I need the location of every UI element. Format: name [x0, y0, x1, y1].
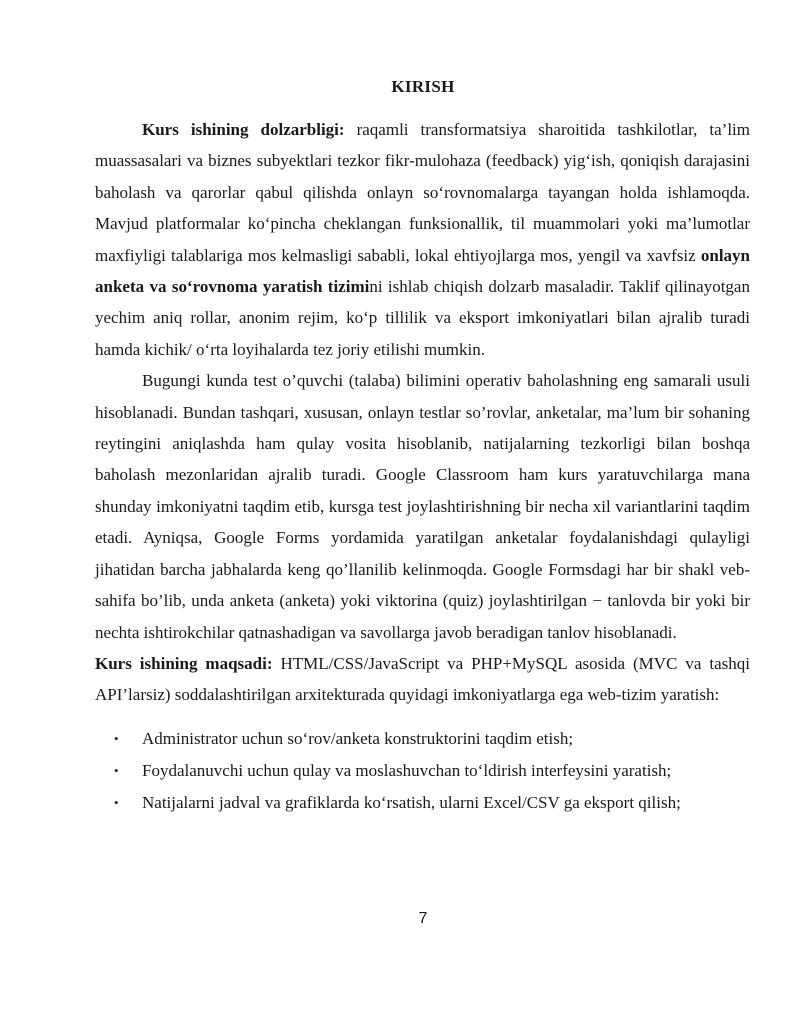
paragraph-relevance	[95, 114, 750, 365]
goal-lead: Kurs ishining maqsadi:	[95, 653, 273, 673]
bullet-icon: •	[114, 730, 119, 746]
list-item-text: Foydalanuvchi uchun qulay va moslashuvchan to‘ldirish interfeysini yaratish;	[142, 760, 672, 780]
system-name-emphasis: onlayn anketa va so‘rovnoma yaratish tizimi	[95, 245, 750, 297]
bullet-icon: •	[114, 762, 119, 778]
list-item-text: Administrator uchun so‘rov/anketa konstruktorini taqdim etish;	[142, 728, 574, 748]
body-text	[95, 114, 750, 819]
relevance-text-end: ni ishlab chiqish dolzarb masaladir. Taklif qilinayotgan yechim aniq rollar, anonim rejim, ko‘p tillilik va eksport imkoniyatlari bilan ajralib turadi hamda kichik/ o‘rta loyihalarda tez joriy etilishi mumkin.	[95, 277, 750, 359]
list-item	[95, 787, 750, 819]
relevance-text-start: raqamli transformatsiya sharoitida tashkilotlar, ta’lim muassasalari va biznes subyektlari tezkor fikr-mulohaza (feedback) yig‘ish, qoniqish darajasini baholash va qarorlar qabul qilishda onlayn so‘rovnomalarga tayangan holda ishlamoqda. Mavjud platformalar ko‘pincha cheklangan funksionallik, til muammolari yoki ma’lumotlar maxfiyligi talablariga mos kelmasligi sababli, lokal ehtiyojlarga mos, yengil va xavfsiz	[95, 120, 750, 265]
section-title: KIRISH	[391, 77, 455, 96]
paragraph-testing: Bugungi kunda test o’quvchi (talaba) bilimini operativ baholashning eng samarali usuli hisoblanadi. Bundan tashqari, xususan, onlayn testlar so’rovlar, anketalar, ma’lum bir sohaning reytingini aniqlashda ham qulay vosita hisoblanib, natijalarning tezkorligi bilan boshqa baholash mezonlaridan ajralib turadi. Google Classroom ham kurs yaratuvchilarga mana shunday imkoniyatni taqdim etib, kursga test joylashtirishning bir necha xil variantlarini taqdim etadi. Ayniqsa, Google Forms yordamida yaratilgan anketalar foydalanishdagi qulayligi jihatidan barcha jabhalarda keng qo’llanilib kelinmoqda. Google Formsdagi har bir shakl veb-sahifa bo’lib, unda anketa (anketa) yoki viktorina (quiz) joylashtirilgan − tanlovda bir yoki bir nechta ishtirokchilar qatnashadigan va savollarga javob beradigan tanlov hisoblanadi.	[95, 371, 750, 642]
bullet-icon: •	[114, 794, 119, 810]
list-item	[95, 755, 750, 787]
paragraph-goal	[95, 648, 750, 711]
list-item	[95, 723, 750, 755]
goal-text: HTML/CSS/JavaScript va PHP+MySQL asosida (MVC va tashqi API’larsiz) soddalashtirilgan arxitekturada quyidagi imkoniyatlarga ega web-tizim yaratish:	[95, 653, 751, 705]
relevance-lead: Kurs ishining dolzarbligi:	[142, 120, 345, 139]
page-number: 7	[418, 910, 428, 927]
list-item-text: Natijalarni jadval va grafiklarda ko‘rsatish, ularni Excel/CSV ga eksport qilish;	[142, 792, 681, 812]
goal-list	[95, 723, 750, 819]
